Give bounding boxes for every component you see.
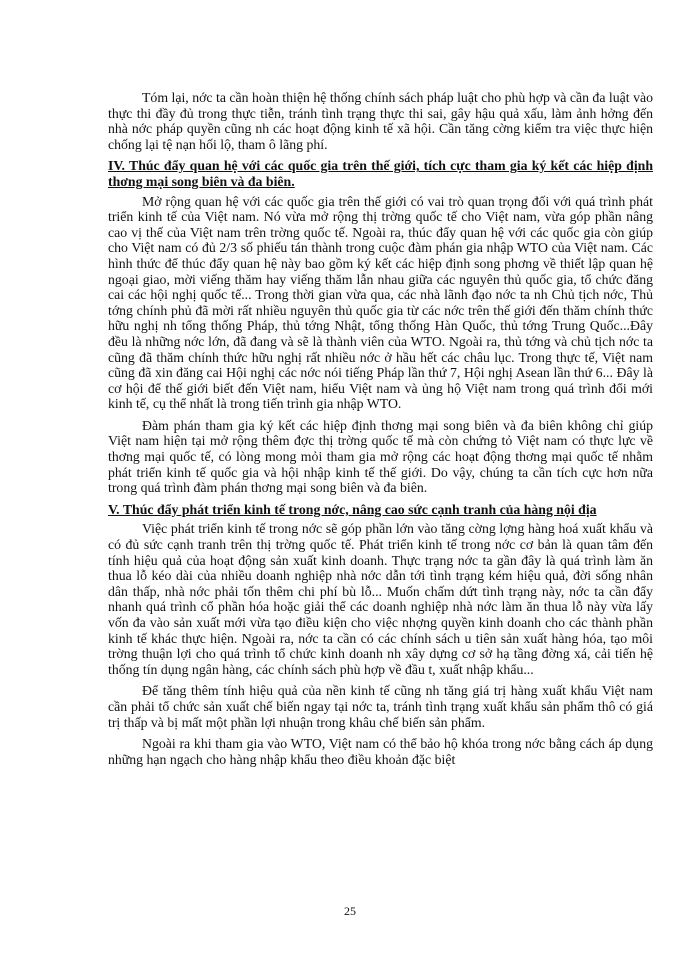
page-number: 25 <box>344 904 356 918</box>
paragraph-domestic-development: Việc phát triển kinh tế trong nớc sẽ góp phần lớn vào tăng cờng lợng hàng hoá xuất khẩu và có đủ sức cạnh tranh trên thị trờng quốc tế. Phát triển kinh tế trong nớc cơ bản là quan tâm đến tính hiệu quả của hoạt động sản xuất kinh doanh. Thực trạng nớc ta gần đây là quá trình làm ăn thua lỗ kéo dài của nhiều doanh nghiệp nhà nớc dẫn tới tình trạng kém hiệu quả, đời sống nhân dân thấp, nhà nớc phải tốn thêm chi phí bù lỗ... Muốn chấm dứt tình trạng này, nớc ta cần đẩy nhanh quá trình cổ phần hóa hoặc giải thể các doanh nghiệp nhà nớc làm ăn thua lỗ này vừa lấy vốn đa vào sản xuất mới vừa tạo điều kiện cho việc nhợng quyền kinh doanh cho các thành phần kinh tế khác thực hiện. Ngoài ra, nớc ta cần có các chính sách u tiên sản xuất hàng hóa, tạo môi trờng thuận lợi cho quá trình tổ chức kinh doanh nh xây dựng cơ sở hạ tầng đờng xá, cải tiến hệ thống tín dụng ngân hàng, các chính sách phù hợp về đầu t, xuất nhập khẩu... <box>108 521 653 677</box>
document-body <box>108 90 653 773</box>
paragraph-international-relations: Mở rộng quan hệ với các quốc gia trên thế giới có vai trò quan trọng đối với quá trình phát triển kinh tế của Việt nam. Nó vừa mở rộng thị trờng quốc tế cho Việt nam, vừa góp phần nâng cao vị thế của Việt nam trên trờng quốc tế. Ngoài ra, thúc đẩy quan hệ với các quốc gia còn giúp cho Việt nam có đủ 2/3 số phiếu tán thành trong cuộc đàm phán gia nhập WTO của Việt nam. Các hình thức để thúc đẩy quan hệ này bao gồm ký kết các hiệp định song phơng về thiết lập quan hệ ngoại giao, mời viếng thăm hay viếng thăm lẫn nhau giữa các nguyên thủ quốc gia, tổ chức đăng cai các hội nghị quốc tế... Trong thời gian vừa qua, các nhà lãnh đạo nớc ta nh Chủ tịch nớc, Thủ tớng chính phủ đã mời rất nhiều nguyên thủ quốc gia từ các nớc trên thế giới đến thăm chính thức hữu nghị nh tổng thống Pháp, thủ tớng Nhật, tổng thống Hàn Quốc, thủ tớng Trung Quốc...Đây đều là những nớc lớn, đã đang và sẽ là thành viên của WTO. Ngoài ra, thủ tớng và chủ tịch nớc ta cũng đã thăm chính thức hữu nghị rất nhiều nớc ở hầu hết các châu lục. Trong thực tế, Việt nam cũng đã xin đăng cai Hội nghị các nớc nói tiếng Pháp lần thứ 7, Hội nghị Asean lần thứ 6... Đây là cơ hội để thế giới biết đến Việt nam, hiểu Việt nam và ủng hộ Việt nam trong quá trình đổi mới kinh tế, cụ thể nhất là trong tiến trình gia nhập WTO. <box>108 193 653 412</box>
paragraph-export-efficiency: Để tăng thêm tính hiệu quả của nền kinh tế cũng nh tăng giá trị hàng xuất khẩu Việt nam cần phải tổ chức sản xuất chế biến ngay tại nớc ta, tránh tình trạng xuất khẩu sản phẩm thô có giá trị thấp và bị mất một phần lợi nhuận trong khâu chế biến sản phẩm. <box>108 683 653 730</box>
paragraph-conclusion-legal-policy: Tóm lại, nớc ta cần hoàn thiện hệ thống chính sách pháp luật cho phù hợp và cần đa luật vào thực thi đầy đủ trong thực tiễn, tránh tình trạng thực thi sai, gây hậu quả xấu, làm ảnh hởng đến nhà nớc pháp quyền cũng nh các hoạt động kinh tế xã hội. Cần tăng cờng kiểm tra việc thực hiện chống lại tệ nạn hối lộ, tham ô lãng phí. <box>108 90 653 152</box>
paragraph-wto-protection: Ngoài ra khi tham gia vào WTO, Việt nam có thể bảo hộ khóa trong nớc bằng cách áp dụng những hạn ngạch cho hàng nhập khẩu theo điều khoản đặc biệt <box>108 736 653 767</box>
section-heading-iv: IV. Thúc đẩy quan hệ với các quốc gia trên thế giới, tích cực tham gia ký kết các hiệp định thơng mại song biên và đa biên. <box>108 158 653 189</box>
paragraph-trade-negotiations: Đàm phán tham gia ký kết các hiệp định thơng mại song biên và đa biên không chỉ giúp Việt nam hiện tại mở rộng thêm đợc thị trờng quốc tế mà còn chứng tỏ Việt nam có thực lực về thơng mại quốc tế, có lòng mong mỏi tham gia mở rộng các hoạt động thơng mại quốc tế nhằm phát triển kinh tế quốc gia và hội nhập kinh tế thế giới. Do vậy, chúng ta cần tích cực hơn nữa trong quá trình đàm phán thơng mại song biên và đa biên. <box>108 417 653 496</box>
section-heading-v: V. Thúc đẩy phát triển kinh tế trong nớc, nâng cao sức cạnh tranh của hàng nội địa <box>108 501 597 517</box>
